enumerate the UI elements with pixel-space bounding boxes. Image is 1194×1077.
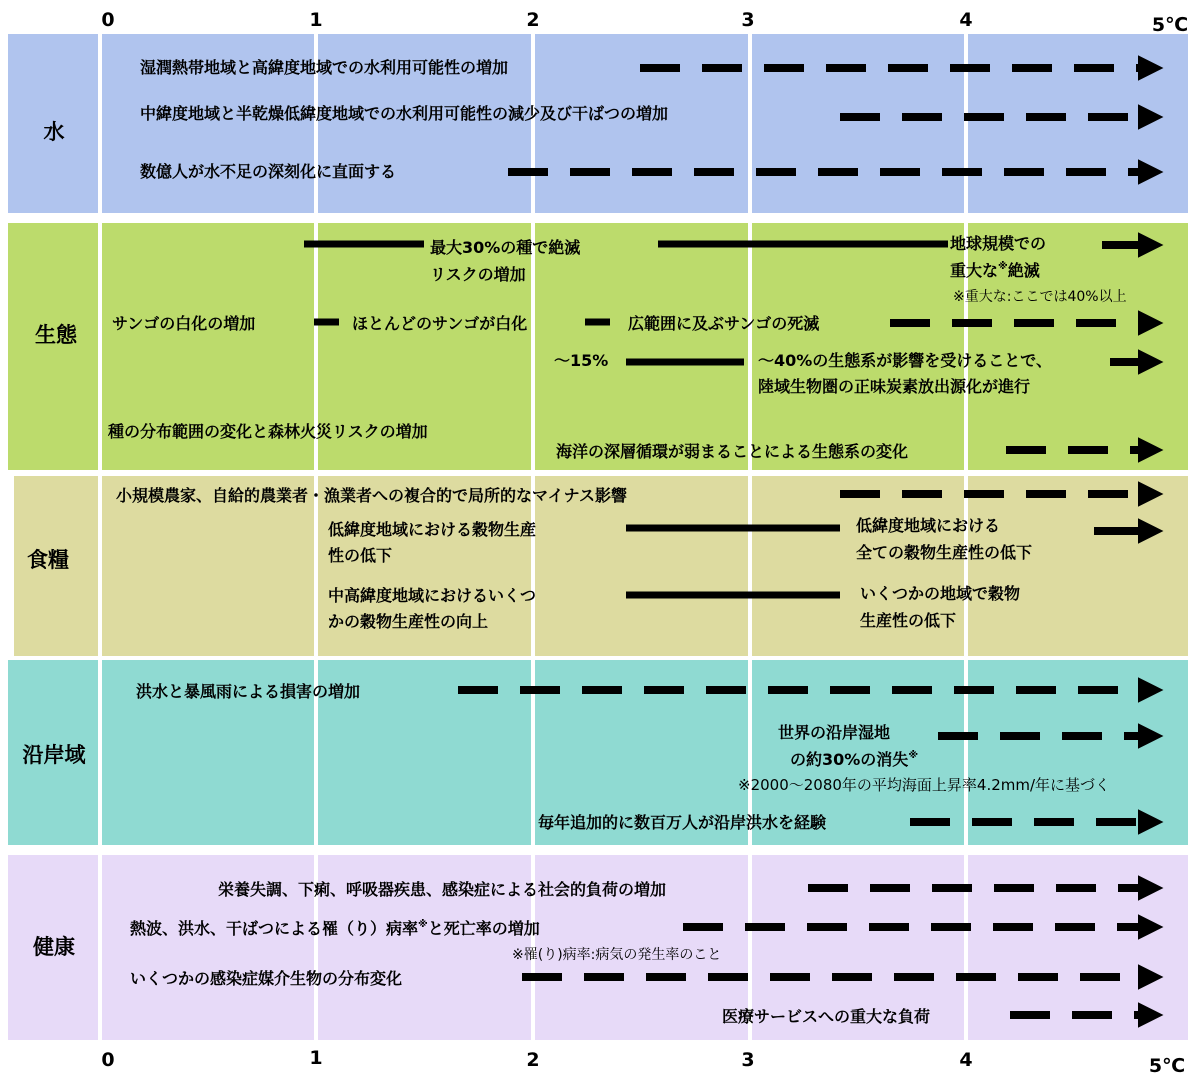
food-impact-5b: 生産性の低下: [860, 611, 957, 630]
food-impact-5a: いくつかの地域で穀物: [860, 584, 1021, 603]
sector-water: 水: [43, 120, 65, 144]
eco-note: ※重大な:ここでは40%以上: [953, 289, 1127, 305]
coast-note: ※2000～2080年の平均海面上昇率4.2mm/年に基づく: [738, 776, 1111, 794]
eco-impact-3: サンゴの白化の増加: [112, 314, 256, 333]
water-impact-1: 湿潤熱帯地域と高緯度地域での水利用可能性の増加: [140, 58, 509, 77]
top-tick-0: 0: [101, 9, 115, 31]
food-impact-3b: 全ての穀物生産性の低下: [856, 543, 1033, 562]
health-note: ※罹(り)病率:病気の発生率のこと: [512, 947, 722, 963]
top-tick-2: 2: [526, 9, 540, 31]
coast-impact-2a: 世界の沿岸湿地: [778, 723, 891, 742]
eco-impact-5: 広範囲に及ぶサンゴの死滅: [628, 314, 820, 333]
sector-food: 食糧: [27, 548, 69, 572]
eco-impact-9: 海洋の深層循環が弱まることによる生態系の変化: [556, 442, 909, 461]
food-impact-2a: 低緯度地域における穀物生産: [328, 520, 537, 539]
top-tick-3: 3: [741, 9, 755, 31]
bottom-tick-5: 5℃: [1148, 1055, 1186, 1077]
sector-coast: 沿岸域: [22, 743, 86, 767]
health-impact-1: 栄養失調、下痢、呼吸器疾患、感染症による社会的負荷の増加: [218, 880, 667, 899]
coast-impact-2b: の約30%の消失※: [790, 750, 919, 769]
top-tick-1: 1: [309, 9, 323, 31]
health-impact-3: いくつかの感染症媒介生物の分布変化: [130, 969, 403, 988]
eco-impact-1a: 最大30%の種で絶滅: [430, 238, 581, 257]
bottom-axis: [101, 1047, 1185, 1077]
eco-impact-2a: 地球規模での: [950, 234, 1047, 253]
eco-impact-1b: リスクの増加: [430, 265, 526, 284]
bottom-tick-2: 2: [526, 1049, 540, 1071]
bottom-tick-1: 1: [309, 1047, 323, 1069]
eco-impact-2b: 重大な※絶滅: [950, 261, 1040, 280]
sector-health: 健康: [33, 935, 75, 959]
bottom-tick-4: 4: [959, 1049, 973, 1071]
top-tick-4: 4: [959, 9, 973, 31]
water-impact-3: 数億人が水不足の深刻化に直面する: [140, 162, 397, 181]
eco-impact-8: 種の分布範囲の変化と森林火災リスクの増加: [108, 422, 428, 441]
water-impact-2: 中緯度地域と半乾燥低緯度地域での水利用可能性の減少及び干ばつの増加: [140, 104, 669, 123]
eco-impact-6: ～15%: [554, 351, 609, 370]
health-impact-4: 医療サービスへの重大な負荷: [722, 1007, 931, 1026]
sector-ecosystems: 生態: [35, 323, 77, 347]
food-impact-3a: 低緯度地域における: [856, 516, 1001, 535]
health-impact-2: 熱波、洪水、干ばつによる罹（り）病率※と死亡率の増加: [130, 919, 540, 938]
top-tick-5: 5℃: [1151, 14, 1189, 36]
bottom-tick-3: 3: [741, 1049, 755, 1071]
coast-impact-1: 洪水と暴風雨による損害の増加: [136, 682, 361, 701]
bottom-tick-0: 0: [101, 1049, 115, 1071]
eco-impact-4: ほとんどのサンゴが白化: [352, 314, 528, 333]
food-impact-4a: 中高緯度地域におけるいくつ: [328, 586, 537, 605]
top-axis: [101, 9, 1188, 36]
coast-impact-3: 毎年追加的に数百万人が沿岸洪水を経験: [538, 813, 827, 832]
eco-impact-7b: 陸域生物圏の正味炭素放出源化が進行: [758, 377, 1031, 396]
food-impact-2b: 性の低下: [328, 546, 393, 565]
food-impact-1: 小規模農家、自給的農業者・漁業者への複合的で局所的なマイナス影響: [116, 486, 628, 505]
food-impact-4b: かの穀物生産性の向上: [328, 612, 489, 631]
eco-impact-7a: ～40%の生態系が影響を受けることで、: [758, 351, 1052, 370]
